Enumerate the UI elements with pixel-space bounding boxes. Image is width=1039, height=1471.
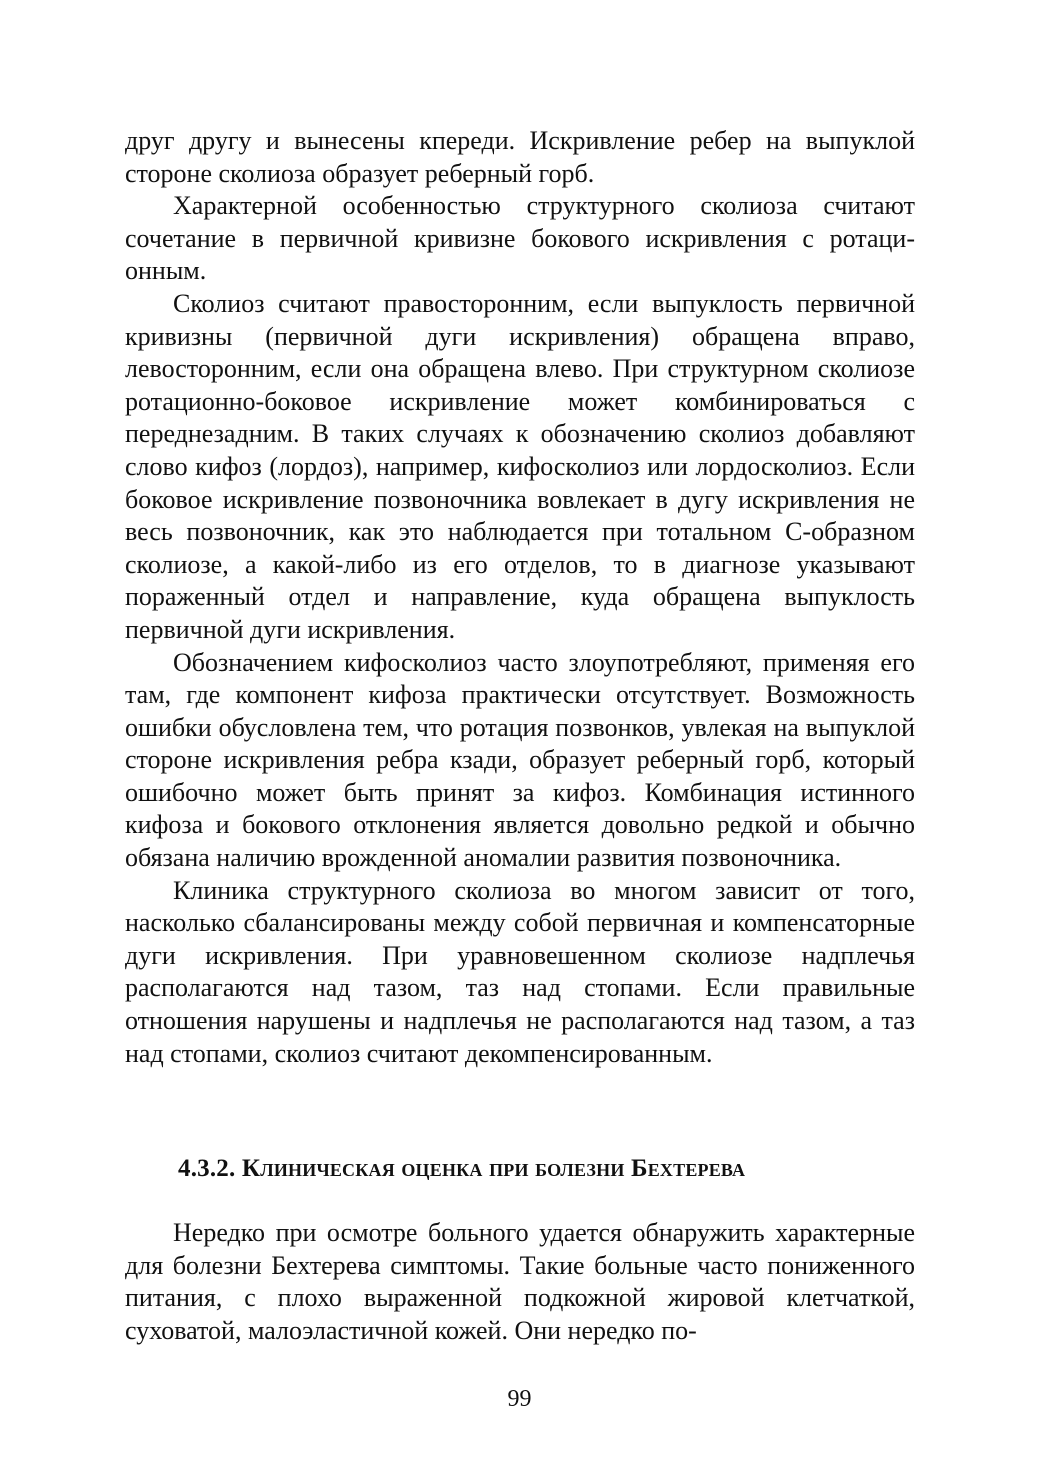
paragraph: Нередко при осмотре больного удается обнаружить характерные для болезни Бехтерева симптомы. Такие больные часто пониженного питания, с плохо выраженной подкожной жировой клетчаткой, суховатой, малоэластичной кожей. Они нередко по- [125,1218,915,1345]
section-heading: 4.3.2. Клиническая оценка при болезни Бехтерева [178,1155,746,1182]
page-number: 99 [507,1386,532,1412]
paragraph: Характерной особенностью структурного сколиоза считают сочетание в первичной кривизне бокового искривления с ротационным. [125,191,915,286]
paragraph: Сколиоз считают правосторонним, если выпуклость первичной кривизны (первичной дуги искривления) обращена вправо, левосторонним, если она обращена влево. При структурном сколиозе ротационно-боковое искривление может комбинироваться с переднезадним. В таких случаях к обозначению сколиоз добавляют слово кифоз (лордоз), например, кифосколиоз или лордосколиоз. Если боковое искривление позвоночника вовлекает в дугу искривления не весь позвоночник, как это наблюдается при тотальном С-образном сколиозе, а какой-либо из его отделов, то в диагнозе указывают пораженный отдел и направление, куда обращена выпуклость первичной дуги искривления. [125,288,915,644]
section-text-block [125,1217,915,1347]
paragraph-continuation: друг другу и вынесены кпереди. Искривление ребер на выпуклой стороне сколиоза образует реберный горб. [125,126,915,188]
paragraph: Обозначением кифосколиоз часто злоупотребляют, применяя его там, где компонент кифоза практически отсутствует. Возможность ошибки обусловлена тем, что ротация позвонков, увлекая на выпуклой стороне искривления ребра кзади, образует реберный горб, который ошибочно может быть принят за кифоз. Комбинация истинного кифоза и бокового отклонения является довольно редкой и обычно обязана наличию врожденной аномалии развития позвоночника. [125,647,915,873]
main-text-block [125,125,915,1070]
paragraph: Клиника структурного сколиоза во многом зависит от того, насколько сбалансированы между собой первичная и компенсаторные дуги искривления. При уравновешенном сколиозе надплечья располагаются над тазом, таз над стопами. Если правильные отношения нарушены и надплечья не располагаются над тазом, а таз над стопами, сколиоз считают декомпенсированным. [125,875,915,1068]
